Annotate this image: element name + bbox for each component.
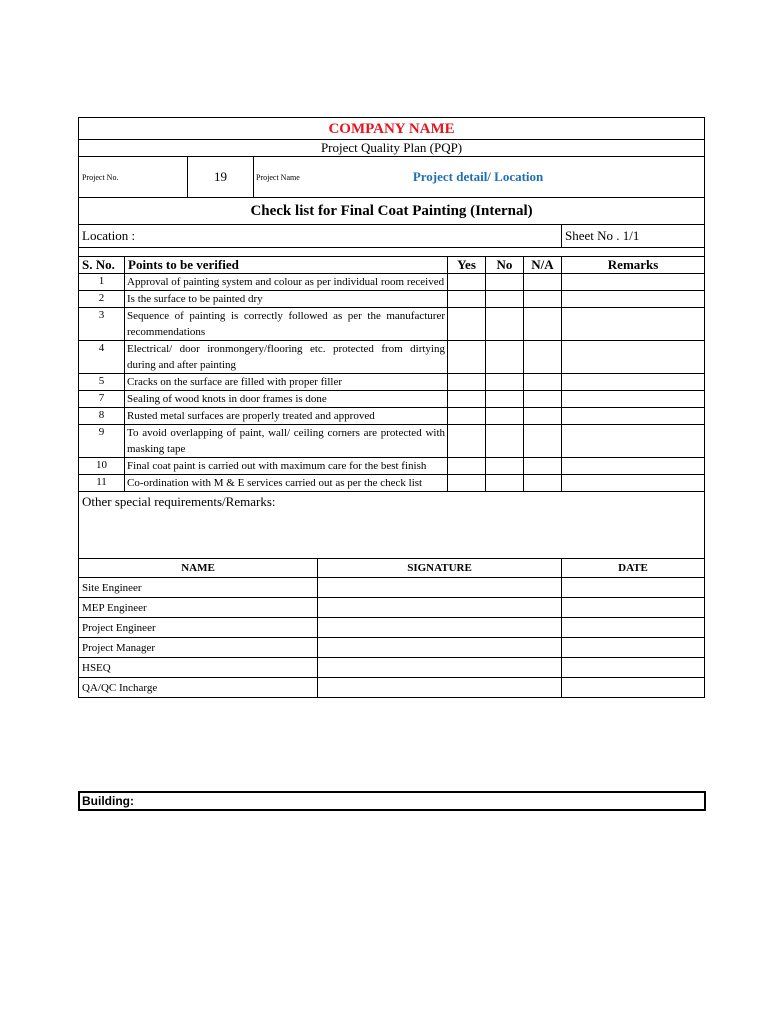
- date-cell[interactable]: [562, 618, 705, 638]
- signoff-col-signature: SIGNATURE: [318, 559, 562, 578]
- col-na: N/A: [524, 257, 562, 274]
- no-cell[interactable]: [486, 374, 524, 391]
- item-text: Approval of painting system and colour as per individual room received: [125, 274, 448, 291]
- col-remarks: Remarks: [562, 257, 705, 274]
- signoff-role: MEP Engineer: [79, 598, 318, 618]
- signature-cell[interactable]: [318, 678, 562, 698]
- table-row: [79, 458, 705, 475]
- plan-title: Project Quality Plan (PQP): [79, 140, 705, 157]
- table-row: [79, 308, 705, 341]
- remarks-cell[interactable]: [562, 291, 705, 308]
- checklist-sheet: [78, 117, 704, 698]
- table-row: [79, 341, 705, 374]
- na-cell[interactable]: [524, 475, 562, 492]
- remarks-cell[interactable]: [562, 458, 705, 475]
- item-sno: 9: [79, 425, 125, 458]
- signature-cell[interactable]: [318, 578, 562, 598]
- item-text: To avoid overlapping of paint, wall/ ceiling corners are protected with masking tape: [125, 425, 448, 458]
- na-cell[interactable]: [524, 374, 562, 391]
- col-yes: Yes: [448, 257, 486, 274]
- item-sno: 2: [79, 291, 125, 308]
- signoff-role: Project Engineer: [79, 618, 318, 638]
- signoff-row: [79, 578, 705, 598]
- signature-cell[interactable]: [318, 598, 562, 618]
- item-text: Is the surface to be painted dry: [125, 291, 448, 308]
- table-row: [79, 391, 705, 408]
- signoff-row: [79, 658, 705, 678]
- table-row: [79, 475, 705, 492]
- no-cell[interactable]: [486, 458, 524, 475]
- item-sno: 11: [79, 475, 125, 492]
- item-text: Cracks on the surface are filled with proper filler: [125, 374, 448, 391]
- item-text: Sequence of painting is correctly followed as per the manufacturer recommendations: [125, 308, 448, 341]
- other-remarks[interactable]: Other special requirements/Remarks:: [79, 492, 705, 559]
- yes-cell[interactable]: [448, 391, 486, 408]
- table-row: [79, 408, 705, 425]
- remarks-cell[interactable]: [562, 475, 705, 492]
- item-sno: 5: [79, 374, 125, 391]
- building-label: Building:: [78, 791, 706, 811]
- remarks-cell[interactable]: [562, 308, 705, 341]
- remarks-cell[interactable]: [562, 274, 705, 291]
- spacer-row: [79, 248, 705, 257]
- no-cell[interactable]: [486, 291, 524, 308]
- signoff-col-name: NAME: [79, 559, 318, 578]
- no-cell[interactable]: [486, 308, 524, 341]
- item-text: Co-ordination with M & E services carried out as per the check list: [125, 475, 448, 492]
- signoff-role: QA/QC Incharge: [79, 678, 318, 698]
- yes-cell[interactable]: [448, 475, 486, 492]
- na-cell[interactable]: [524, 391, 562, 408]
- na-cell[interactable]: [524, 425, 562, 458]
- signoff-row: [79, 618, 705, 638]
- checklist-title: Check list for Final Coat Painting (Internal): [79, 198, 705, 225]
- item-sno: 1: [79, 274, 125, 291]
- date-cell[interactable]: [562, 658, 705, 678]
- na-cell[interactable]: [524, 408, 562, 425]
- project-no-value: 19: [188, 157, 254, 198]
- signoff-row: [79, 638, 705, 658]
- signoff-row: [79, 678, 705, 698]
- na-cell[interactable]: [524, 291, 562, 308]
- signoff-row: [79, 598, 705, 618]
- item-sno: 7: [79, 391, 125, 408]
- yes-cell[interactable]: [448, 408, 486, 425]
- na-cell[interactable]: [524, 341, 562, 374]
- na-cell[interactable]: [524, 458, 562, 475]
- no-cell[interactable]: [486, 391, 524, 408]
- signature-cell[interactable]: [318, 658, 562, 678]
- no-cell[interactable]: [486, 408, 524, 425]
- yes-cell[interactable]: [448, 458, 486, 475]
- no-cell[interactable]: [486, 425, 524, 458]
- table-row: [79, 374, 705, 391]
- date-cell[interactable]: [562, 678, 705, 698]
- table-row: [79, 291, 705, 308]
- remarks-cell[interactable]: [562, 408, 705, 425]
- remarks-cell[interactable]: [562, 341, 705, 374]
- remarks-cell[interactable]: [562, 425, 705, 458]
- yes-cell[interactable]: [448, 425, 486, 458]
- yes-cell[interactable]: [448, 291, 486, 308]
- table-row: [79, 274, 705, 291]
- project-name-value: Project detail/ Location: [412, 169, 544, 184]
- date-cell[interactable]: [562, 638, 705, 658]
- table-row: [79, 425, 705, 458]
- date-cell[interactable]: [562, 578, 705, 598]
- no-cell[interactable]: [486, 341, 524, 374]
- project-name-cell: [254, 157, 705, 198]
- signoff-col-date: DATE: [562, 559, 705, 578]
- signoff-role: Site Engineer: [79, 578, 318, 598]
- item-sno: 10: [79, 458, 125, 475]
- no-cell[interactable]: [486, 274, 524, 291]
- yes-cell[interactable]: [448, 274, 486, 291]
- na-cell[interactable]: [524, 308, 562, 341]
- project-no-label: Project No.: [79, 157, 188, 198]
- item-text: Rusted metal surfaces are properly treated and approved: [125, 408, 448, 425]
- signature-cell[interactable]: [318, 638, 562, 658]
- yes-cell[interactable]: [448, 341, 486, 374]
- item-sno: 4: [79, 341, 125, 374]
- item-text: Sealing of wood knots in door frames is done: [125, 391, 448, 408]
- na-cell[interactable]: [524, 274, 562, 291]
- signoff-table: [78, 558, 705, 698]
- col-no: No: [486, 257, 524, 274]
- item-sno: 8: [79, 408, 125, 425]
- col-sno: S. No.: [79, 257, 125, 274]
- signoff-role: Project Manager: [79, 638, 318, 658]
- location-label: Location :: [79, 225, 562, 248]
- remarks-cell[interactable]: [562, 374, 705, 391]
- company-name: COMPANY NAME: [79, 118, 705, 140]
- item-text: Electrical/ door ironmongery/flooring etc. protected from dirtying during and after painting: [125, 341, 448, 374]
- no-cell[interactable]: [486, 475, 524, 492]
- yes-cell[interactable]: [448, 374, 486, 391]
- yes-cell[interactable]: [448, 308, 486, 341]
- date-cell[interactable]: [562, 598, 705, 618]
- sheet-no: Sheet No . 1/1: [562, 225, 705, 248]
- project-name-label: Project Name: [256, 172, 300, 182]
- remarks-cell[interactable]: [562, 391, 705, 408]
- item-sno: 3: [79, 308, 125, 341]
- item-text: Final coat paint is carried out with maximum care for the best finish: [125, 458, 448, 475]
- checklist-table: [78, 117, 705, 559]
- signature-cell[interactable]: [318, 618, 562, 638]
- col-points: Points to be verified: [125, 257, 448, 274]
- signoff-role: HSEQ: [79, 658, 318, 678]
